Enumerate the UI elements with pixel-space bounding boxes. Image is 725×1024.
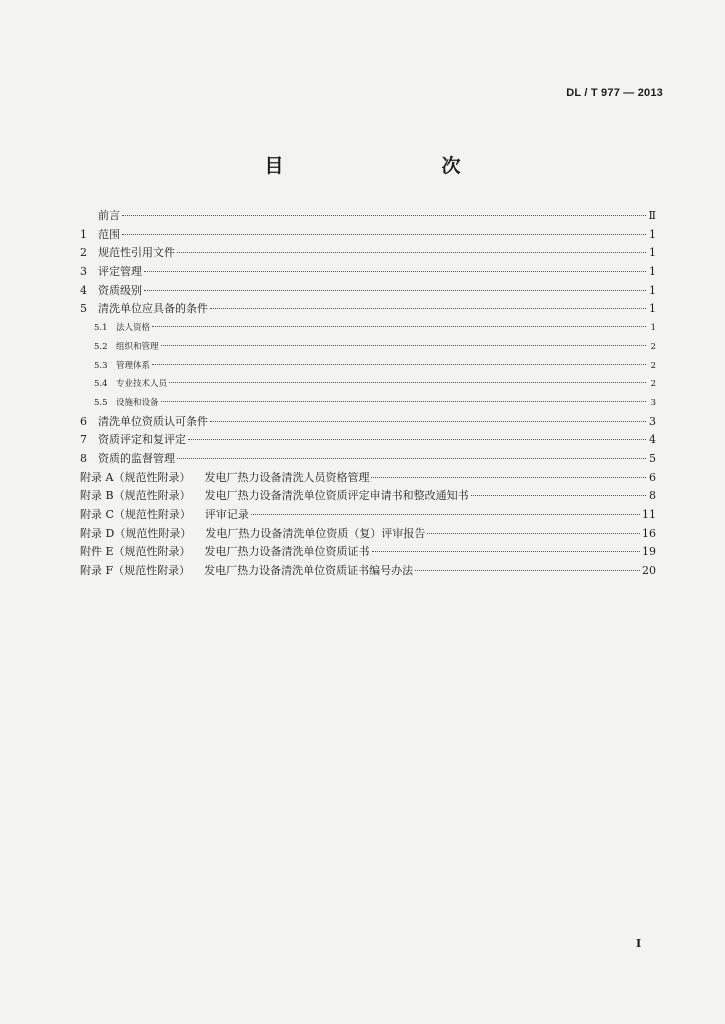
toc-entry-number: 附录 A（规范性附录） [80, 470, 191, 484]
toc-entry-label: 范围 [98, 227, 120, 241]
toc-leader-dots [471, 485, 646, 496]
toc-entry-label: 评定管理 [98, 265, 142, 279]
toc-entry-page: 5 [649, 451, 656, 465]
page-number: I [636, 937, 642, 950]
toc-entry-page: 1 [649, 283, 656, 297]
toc-entry-page: 2 [650, 360, 656, 371]
toc-leader-dots [144, 261, 646, 272]
toc-entry-page: 1 [649, 265, 656, 279]
toc-leader-dots [152, 354, 646, 365]
toc-entry-page: Ⅱ [648, 209, 656, 222]
toc-entry-page: 1 [649, 246, 656, 260]
toc-entry-label: 发电厂热力设备清洗人员资格管理 [204, 470, 370, 484]
toc-entry-number: 5.3 [94, 360, 108, 371]
toc-leader-dots [152, 316, 646, 327]
toc-entry-page: 3 [650, 397, 656, 408]
toc-leader-dots [169, 372, 646, 383]
toc-entry-page: 8 [649, 489, 656, 503]
toc-entry-page: 16 [642, 526, 656, 540]
toc-entry-page: 20 [642, 564, 656, 578]
toc-entry-label: 管理体系 [116, 360, 151, 371]
toc-entry-label: 资质级别 [98, 283, 142, 297]
toc-entry-number: 5.2 [94, 341, 108, 352]
toc-entry-label: 前言 [98, 209, 120, 222]
toc-entry-page: 2 [650, 379, 656, 390]
toc-entry-number: 附录 B（规范性附录） [80, 489, 191, 503]
toc-entry-label: 清洗单位应具备的条件 [98, 302, 208, 316]
toc-entry-page: 19 [642, 545, 656, 559]
toc-leader-dots [177, 242, 646, 253]
toc-leader-dots [144, 280, 646, 291]
toc-entry-label: 规范性引用文件 [98, 246, 175, 260]
toc-entry-page: 4 [649, 433, 656, 447]
toc-entry-label: 法人资格 [116, 323, 151, 334]
toc-entry-number: 1 [80, 227, 87, 241]
toc-entry-number: 5 [80, 302, 87, 316]
toc-leader-dots [122, 205, 646, 216]
toc-entry-number: 2 [80, 246, 87, 260]
toc-leader-dots [251, 504, 640, 515]
toc-entry-label: 专业技术人员 [116, 379, 168, 390]
toc-entry-label: 发电厂热力设备清洗单位资质（复）评审报告 [205, 526, 426, 540]
table-of-contents [80, 207, 656, 581]
toc-leader-dots [371, 467, 646, 478]
toc-leader-dots [122, 224, 646, 235]
toc-leader-dots [427, 523, 640, 534]
toc-entry-page: 1 [649, 227, 656, 241]
toc-entry-page: 6 [649, 470, 656, 484]
toc-entry-number: 5.4 [94, 379, 108, 390]
toc-entry-number: 5.1 [94, 323, 108, 334]
toc-entry-number: 附录 D（规范性附录） [80, 526, 192, 540]
toc-entry-page: 11 [642, 508, 656, 521]
toc-entry-label: 发电厂热力设备清洗单位资质评定申请书和整改通知书 [204, 489, 469, 503]
toc-entry-page: 1 [649, 302, 656, 316]
toc-entry-label: 清洗单位资质认可条件 [98, 414, 208, 428]
standard-code: DL / T 977 — 2013 [566, 87, 663, 99]
toc-leader-dots [210, 411, 646, 422]
toc-entry-page: 1 [650, 323, 656, 334]
toc-entry-number: 5.5 [94, 397, 108, 408]
toc-leader-dots [210, 298, 646, 309]
toc-entry-number: 7 [80, 433, 87, 447]
toc-entry-label: 资质评定和复评定 [98, 433, 186, 447]
toc-entry-label: 发电厂热力设备清洗单位资质证书编号办法 [204, 564, 414, 578]
toc-leader-dots [188, 429, 646, 440]
toc-entry-number: 4 [80, 283, 87, 297]
toc-leader-dots [177, 448, 646, 459]
toc-entry-page: 2 [650, 341, 656, 352]
toc-entry-page: 3 [649, 414, 656, 428]
toc-entry-number: 6 [80, 414, 87, 428]
toc-entry[interactable] [80, 562, 656, 581]
toc-entry-number: 附件 E（规范性附录） [80, 545, 191, 559]
toc-entry-number: 附录 C（规范性附录） [80, 508, 191, 521]
toc-entry-number: 3 [80, 265, 87, 279]
toc-entry-label: 设施和设备 [116, 397, 159, 408]
toc-leader-dots [372, 541, 640, 552]
toc-entry-label: 组织和管理 [116, 341, 159, 352]
toc-leader-dots [161, 335, 646, 346]
toc-entry-number: 8 [80, 451, 87, 465]
toc-entry-label: 评审记录 [204, 508, 249, 521]
page-title: 目 次 [264, 155, 501, 177]
toc-entry-label: 资质的监督管理 [98, 451, 175, 465]
toc-entry-number: 附录 F（规范性附录） [80, 564, 191, 578]
toc-leader-dots [415, 560, 640, 571]
toc-entry-label: 发电厂热力设备清洗单位资质证书 [204, 545, 370, 559]
toc-leader-dots [161, 391, 646, 402]
